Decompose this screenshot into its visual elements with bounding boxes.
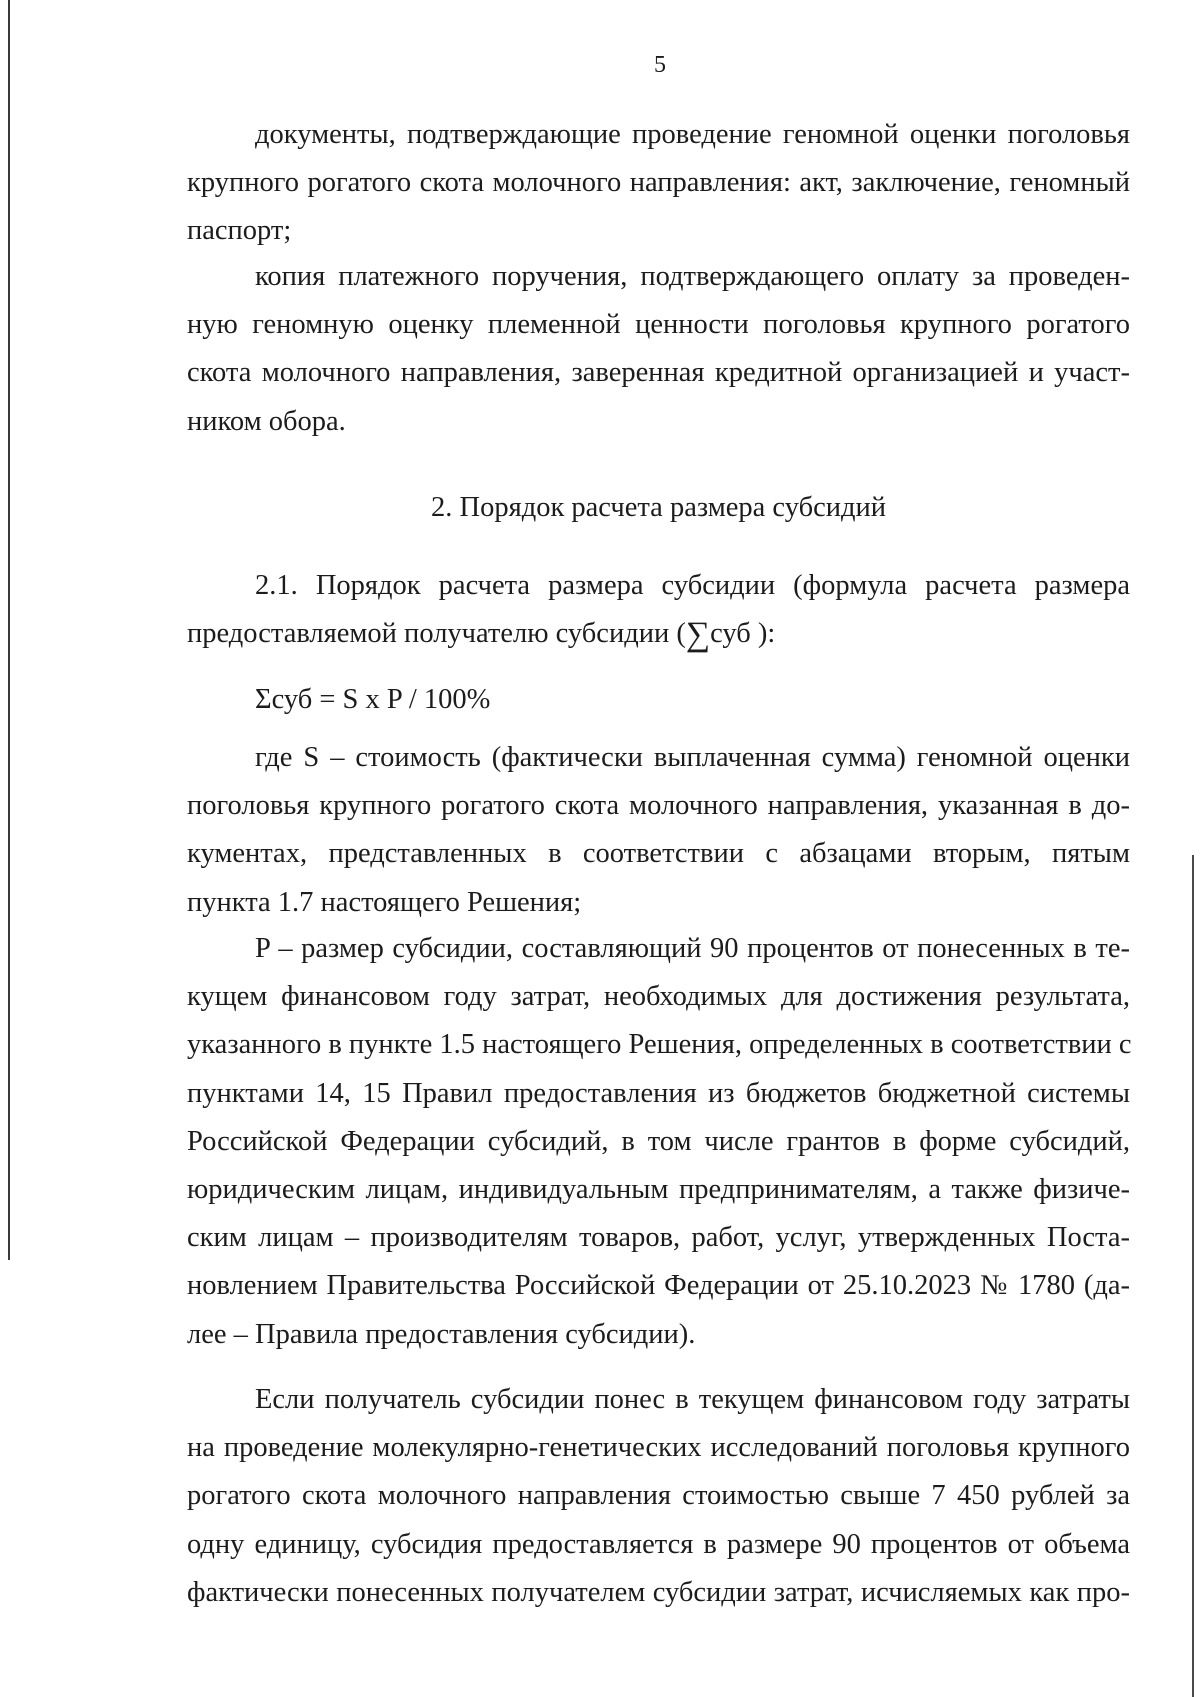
paragraph-p [187, 925, 1130, 1359]
formula-block [187, 676, 1130, 724]
text-line: где S – стоимость (фактически выплаченная сумма) геномной оценки [255, 742, 1130, 773]
subsidy-formula: Σсуб = S x P / 100% [255, 684, 491, 715]
text-line: P – размер субсидии, составляющий 90 процентов от понесенных в те- [255, 933, 1130, 964]
text-line: кущем финансовом году затрат, необходимых для достижения результата, [187, 981, 1130, 1013]
text-line: одну единицу, субсидия предоставляется в размере 90 процентов от объема [187, 1528, 1130, 1560]
text-line: Если получатель субсидии понес в текущем финансовом году затраты [255, 1384, 1130, 1415]
paragraph-payment-order [187, 253, 1130, 446]
scan-edge-right [1192, 855, 1194, 1697]
scan-edge-left [8, 0, 10, 1260]
text-line: ником обора. [187, 405, 346, 437]
text-line: новлением Правительства Российской Федерации от 25.10.2023 № 1780 (да- [187, 1270, 1130, 1302]
text-line: 2.1. Порядок расчета размера субсидии (формула расчета размера [255, 570, 1130, 601]
page-number: 5 [654, 52, 666, 78]
text-line: лее – Правила предоставления субсидии). [187, 1318, 696, 1350]
text-line: фактически понесенных получателем субсидии затрат, исчисляемых как про- [187, 1576, 1130, 1608]
paragraph-2-1 [187, 562, 1130, 659]
text-fragment: предоставляемой получателю субсидии ( [187, 618, 686, 650]
text-line: паспорт; [187, 215, 292, 247]
paragraph-where-s [187, 734, 1130, 927]
text-line: пункта 1.7 настоящего Решения; [187, 886, 582, 918]
text-line [187, 610, 1130, 659]
text-line: ную геномную оценку племенной ценности поголовья крупного рогатого [187, 309, 1130, 341]
text-line: копия платежного поручения, подтверждающего оплату за проведен- [255, 261, 1130, 292]
text-line: пунктами 14, 15 Правил предоставления из бюджетов бюджетной системы [187, 1077, 1130, 1109]
text-fragment: суб ): [710, 618, 776, 650]
sum-symbol: ∑ [685, 616, 711, 654]
paragraph-documents [187, 111, 1130, 256]
text-line: скота молочного направления, заверенная кредитной организацией и участ- [187, 357, 1130, 389]
text-line: указанного в пункте 1.5 настоящего Решения, определенных в соответствии с [187, 1029, 1132, 1061]
text-line: документы, подтверждающие проведение геномной оценки поголовья [255, 119, 1130, 150]
text-line: крупного рогатого скота молочного направления: акт, заключение, геномный [187, 167, 1130, 199]
text-line: ским лицам – производителям товаров, работ, услуг, утвержденных Поста- [187, 1222, 1130, 1254]
text-line: поголовья крупного рогатого скота молочного направления, указанная в до- [187, 790, 1130, 822]
text-line: Российской Федерации субсидий, в том числе грантов в форме субсидий, [187, 1125, 1130, 1157]
text-line: рогатого скота молочного направления стоимостью свыше 7 450 рублей за [187, 1480, 1130, 1512]
paragraph-if-recipient [187, 1376, 1130, 1617]
text-line: кументах, представленных в соответствии с абзацами вторым, пятым [187, 838, 1130, 870]
text-line: на проведение молекулярно-генетических исследований поголовья крупного [187, 1432, 1130, 1464]
section-heading: 2. Порядок расчета размера субсидий [431, 492, 886, 523]
text-line: юридическим лицам, индивидуальным предпринимателям, а также физиче- [187, 1174, 1130, 1206]
